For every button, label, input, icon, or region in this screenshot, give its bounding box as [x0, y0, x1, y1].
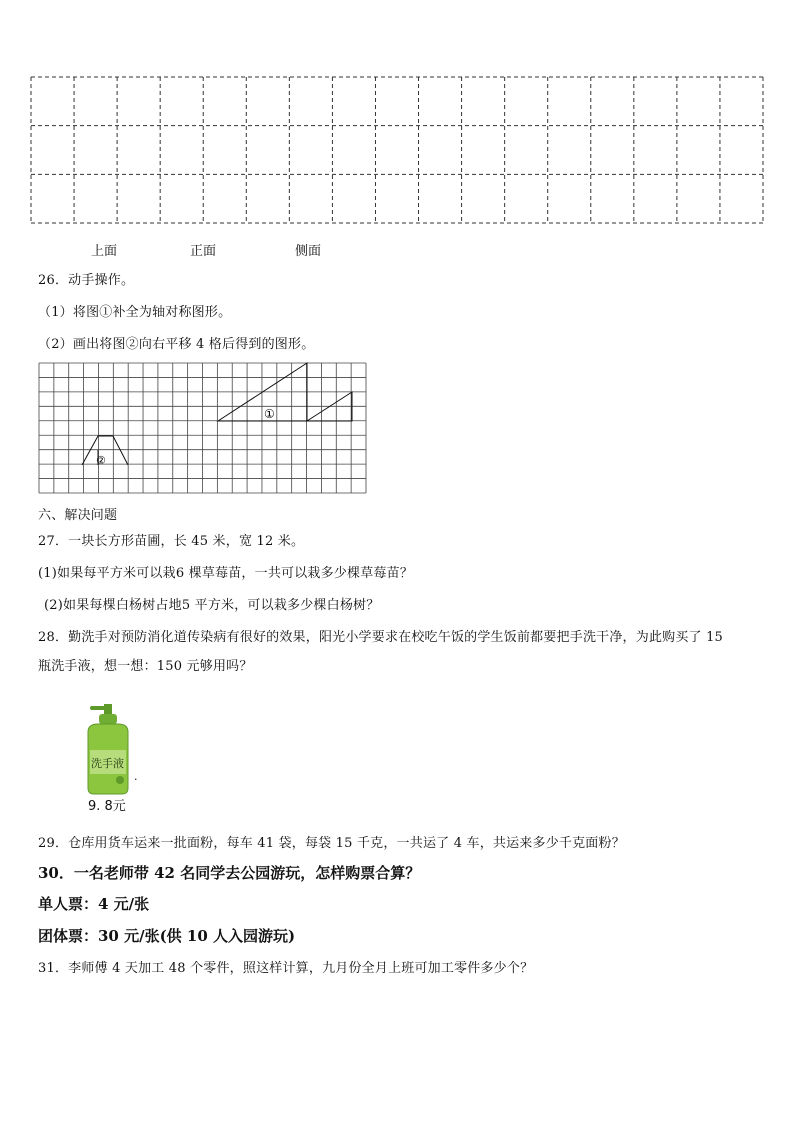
soap-price: 9. 8元 — [88, 799, 126, 814]
bottle-label: 洗手液 — [91, 757, 124, 770]
views-drawing-grid — [30, 76, 764, 224]
figure-1-label: ① — [264, 407, 275, 421]
q27-stem: 27．一块长方形苗圃，长 45 米，宽 12 米。 — [38, 534, 305, 549]
section-6-title: 六、解决问题 — [38, 508, 118, 523]
grid-lines — [39, 363, 366, 493]
q27-part2: (2)如果每棵白杨树占地5 平方米，可以栽多少棵白杨树？ — [44, 598, 380, 613]
q26-square-grid — [38, 362, 367, 494]
side-view-label: 侧面 — [295, 244, 322, 259]
q26-title: 26．动手操作。 — [38, 273, 135, 288]
q30-text: 30．一名老师带 42 名同学去公园游玩，怎样购票合算？ — [38, 864, 421, 882]
q26-part2: （2）画出将图②向右平移 4 格后得到的图形。 — [38, 337, 315, 352]
bottle-dot: . — [134, 770, 138, 783]
q28-line2: 瓶洗手液，想一想：150 元够用吗？ — [38, 659, 253, 674]
hand-soap-bottle-image — [80, 704, 136, 796]
q26-part1: （1）将图①补全为轴对称图形。 — [38, 305, 232, 320]
q29-text: 29．仓库用货车运来一批面粉，每车 41 袋，每袋 15 千克，一共运了 4 车，共运来多少千克面粉？ — [38, 836, 625, 851]
q28-line1: 28．勤洗手对预防消化道传染病有很好的效果，阳光小学要求在校吃午饭的学生饭前都要把手洗干净，为此购买了 15 — [38, 630, 724, 645]
top-view-label: 上面 — [91, 244, 118, 259]
q31-text: 31．李师傅 4 天加工 48 个零件，照这样计算，九月份全月上班可加工零件多少个？ — [38, 961, 534, 976]
q30-group-ticket: 团体票：30 元/张(供 10 人入园游玩) — [38, 927, 296, 945]
q27-part1: (1)如果每平方米可以栽6 棵草莓苗，一共可以栽多少棵草莓苗？ — [38, 566, 414, 581]
figure-2-label: ② — [96, 454, 106, 467]
q30-single-ticket: 单人票：4 元/张 — [38, 895, 150, 913]
front-view-label: 正面 — [190, 244, 217, 259]
